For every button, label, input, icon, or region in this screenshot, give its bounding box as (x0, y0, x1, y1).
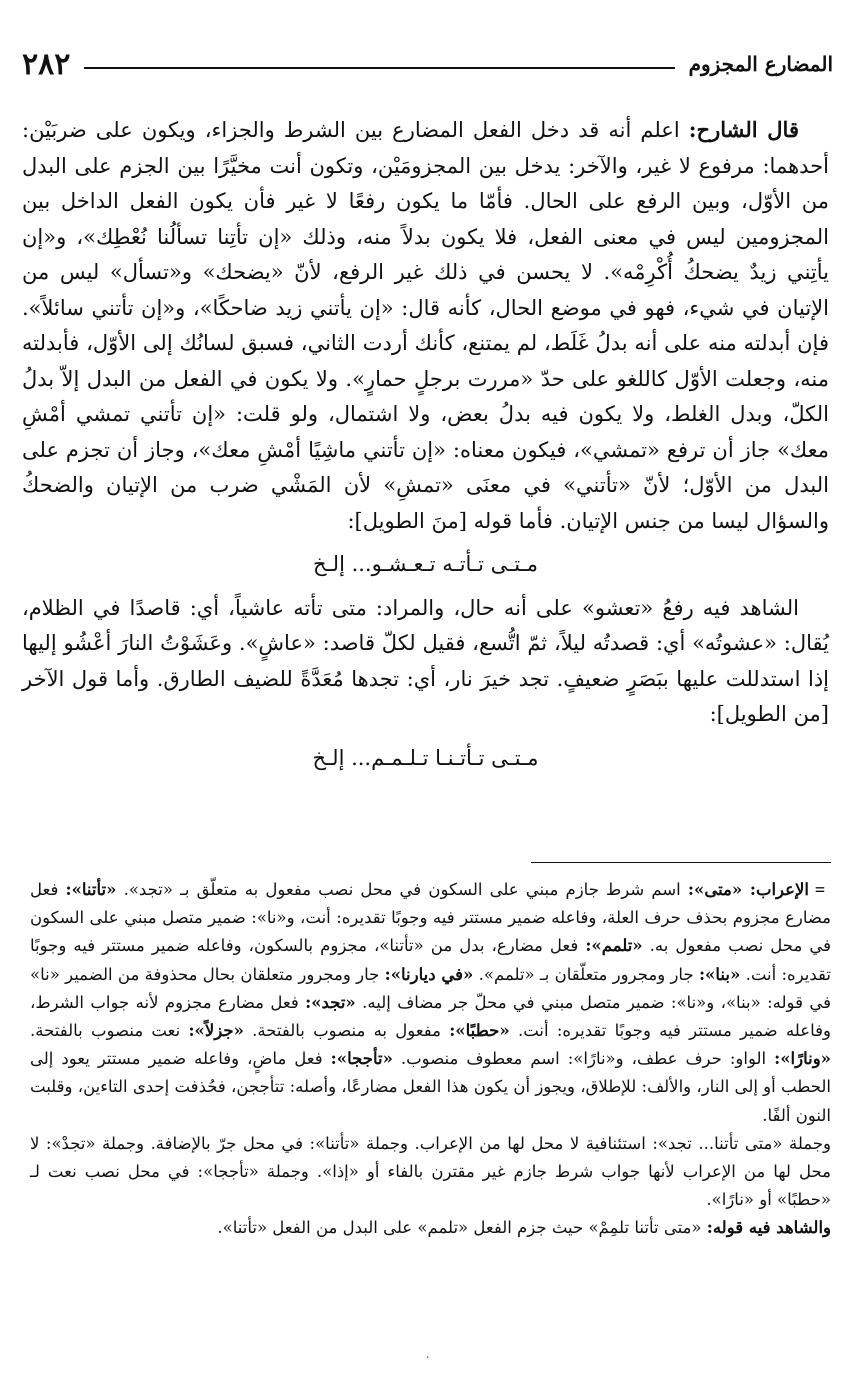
parse-label: «تلمم»: (585, 936, 643, 956)
parsing-footnote (30, 876, 831, 1130)
parse-label: الإعراب: «متى»: (687, 880, 810, 899)
parse-text: فعل مضارع، بدل من «تأتنا»، مجزوم بالسكون، وفاعله ضمير مستتر فيه وجوبًا تقديره: أنت. (30, 936, 831, 984)
running-title: المضارع المجزوم (688, 52, 833, 76)
witness-text: «متى تأتنا تلمِمْ» حيث جزم الفعل «تلمم» على البدل من الفعل «تأتنا». (217, 1218, 707, 1238)
parse-text: فعل مضارع مجزوم لأنه جواب الشرط، وفاعله ضمير مستتر فيه وجوبًا تقديره: أنت. (30, 992, 831, 1041)
witness-label: والشاهد فيه قوله: (706, 1218, 831, 1238)
page-mark: ٠ (425, 1352, 431, 1363)
parse-label: «جزلاً»: (188, 1021, 244, 1041)
parse-label: «تأتنا»: (65, 880, 117, 899)
parse-label: «تجد»: (305, 992, 356, 1012)
parse-label: «في ديارنا»: (384, 964, 474, 984)
parse-text: فعل ماضٍ، وفاعله ضمير مستتر يعود إلى الحطب أو إلى النار، والألف: للإطلاق، ويجوز أن يكون هذا الفعل مضارعًا، وأصله: تتأججن، فحُذفت إحدى التاءين، وقلبت النون ألفًا. (30, 1049, 831, 1125)
evidence-paragraph: الشاهد فيه رفعُ «تعشو» على أنه حال، والمراد: متى تأته عاشياً، أي: قاصدًا في الظلام، يُقال: «عشوتُه» أي: قصدتُه ليلاً، ثمّ اتُّسع، فقيل لكلّ قاصد: «عاشٍ». وعَشَوْتُ النارَ أعْشُو إليها إذا استدللت عليها ببَصَرٍ ضعيفٍ. تجد خيرَ نار، أي: تجدها مُعَدَّةً للضيف الطارق. وأما قول الآخر [من الطويل]: (22, 595, 830, 726)
commentary-paragraph (22, 112, 829, 539)
continuation-mark: = (815, 880, 825, 899)
verse-quote-1: مـتـى تـأتـه تـعـشـو... إلـخ (312, 552, 539, 576)
parse-label: «حطبًا»: (449, 1021, 510, 1041)
parse-text: اسم شرط جازم مبني على السكون في محل نصب مفعول به متعلّق بـ «تجد». (116, 880, 688, 899)
page-header (22, 40, 833, 88)
parse-label: «ونارًا»: (774, 1049, 831, 1069)
parse-text: جار ومجرور متعلقان بحال محذوفة من الضمير «نا» في قوله: «بنا»، و«نا»: ضمير متصل مبني في محلّ جر مضاف إليه. (30, 964, 831, 1012)
parse-label: «بنا»: (698, 964, 741, 984)
verse-quote-2: مـتـى تـأتـنـا تـلـمـم... إلـخ (312, 745, 539, 770)
parse-text: الواو: حرف عطف، و«نارًا»: اسم معطوف منصوب. (392, 1049, 775, 1069)
parse-text: جار ومجرور متعلّقان بـ «تلمم». (473, 964, 699, 984)
commentator-label: قال الشارح: (688, 117, 799, 142)
header-rule (84, 67, 674, 69)
footnotes (30, 876, 831, 1243)
witness-footnote (30, 1214, 831, 1242)
parse-text: مفعول به منصوب بالفتحة. (243, 1021, 450, 1041)
footnote-divider (531, 862, 831, 863)
parse-text: نعت منصوب بالفتحة. (30, 1021, 189, 1041)
page-number: ٢٨٢ (22, 46, 71, 82)
parse-label: «تأججا»: (330, 1049, 393, 1069)
parse-text: فعل مضارع مجزوم بحذف حرف العلة، وفاعله ضمير مستتر فيه وجوبًا تقديره: أنت، و«نا»: ضمير متصل مبني على السكون في محل نصب مفعول به. (30, 880, 831, 956)
main-text (22, 112, 829, 784)
sentences-footnote: وجملة «متى تأتنا... تجد»: استئنافية لا محل لها من الإعراب. وجملة «تأتنا»: في محل جرّ بالإضافة. وجملة «تجدْ»: لا محل لها من الإعراب لأنها جواب شرط جازم غير مقترن بالفاء أو «إذا». وجملة «تأججا»: في محل نصب نعت لـ «حطبًا» أو «نارًا». (30, 1133, 831, 1210)
commentary-text: اعلم أنه قد دخل الفعل المضارع بين الشرط والجزاء، ويكون على ضربَيْن: أحدهما: مرفوع لا غير، والآخر: يدخل بين المجزومَيْن، وتكون أنت مخيَّرًا بين الجزم على البدل من الأوّل، وبين الرفع على الحال. فأمّا ما يكون رفعًا لا غير فأن يكون الفعل الداخل بين المجزومين ليس في معنى الفعل، فلا يكون بدلاً منه، وذلك «إن تأتِنا تسألُنا نُعْطِك»، و«إن يأتِني زيدٌ يضحكُ أُكْرِمْه». لا يحسن في ذلك غير الرفع، لأنّ «يضحك» و«تسأل» ليس من الإتيان في شيء، فهو في موضع الحال، كأنه قال: «إن يأتني زيد ضاحكًا»، و«إن تأتني سائلاً». فإن أبدلته منه على أنه بدلُ غَلَط، لم يمتنع، كأنك أردت الثاني، فسبق لسانُك إلى الأوّل، فأبدلته منه، وجعلت الأوّل كاللغو على حدّ «مررت برجلٍ حمارٍ». ولا يكون في الفعل من البدل إلاّ بدلُ الكلّ، وبدل الغلط، ولا يكون فيه بدلُ بعض، ولا اشتمال، ولو قلت: «إن تأتني تمشي أمْشِ معك» جاز أن ترفع «تمشي»، فيكون معناه: «إن تأتني ماشِيًا أمْشِ معك»، وجاز أن تجزم على البدل من الأوّل؛ لأنّ «تأتني» في معنَى «تمشِ» لأن المَشْي ضرب من الإتيان والضحكُ والسؤال ليسا من جنس الإتيان. فأما قوله [منَ الطويل]: (22, 118, 829, 533)
